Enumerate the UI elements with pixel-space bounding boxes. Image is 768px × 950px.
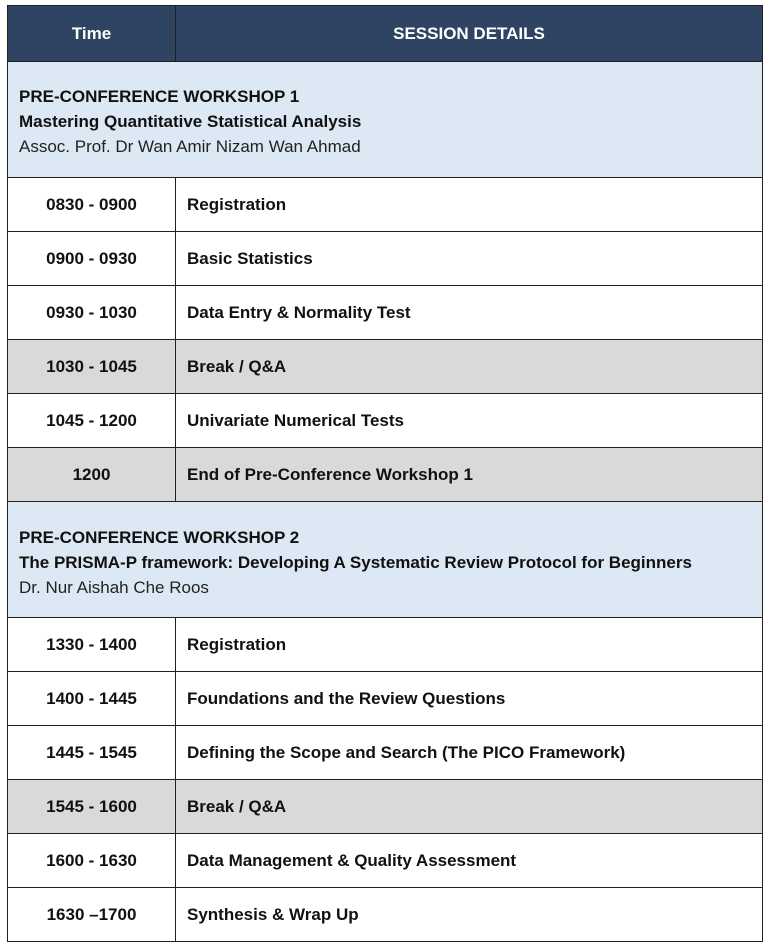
schedule-row [8,672,763,726]
row-time: 1400 - 1445 [8,672,176,726]
row-details: Registration [176,618,763,672]
workshop-1-header [8,62,763,178]
schedule-row [8,834,763,888]
workshop-2-subtitle: The PRISMA-P framework: Developing A Systematic Review Protocol for Beginners [19,552,692,572]
row-details: Data Entry & Normality Test [176,286,763,340]
workshop-1-presenter: Assoc. Prof. Dr Wan Amir Nizam Wan Ahmad [19,136,361,156]
end-row [8,448,763,502]
row-time: 0900 - 0930 [8,232,176,286]
schedule-row [8,618,763,672]
header-session-details: SESSION DETAILS [176,6,763,62]
row-time: 1330 - 1400 [8,618,176,672]
row-details: Foundations and the Review Questions [176,672,763,726]
schedule-row [8,286,763,340]
row-time: 0830 - 0900 [8,178,176,232]
row-time: 1045 - 1200 [8,394,176,448]
row-details: Registration [176,178,763,232]
workshop-2-header [8,502,763,618]
row-time: 1030 - 1045 [8,340,176,394]
row-time: 0930 - 1030 [8,286,176,340]
schedule-row [8,888,763,942]
workshop-1-subtitle: Mastering Quantitative Statistical Analysis [19,111,362,131]
workshop-1-title: PRE-CONFERENCE WORKSHOP 1 [19,86,300,106]
workshop-2-title: PRE-CONFERENCE WORKSHOP 2 [19,527,300,547]
row-time: 1445 - 1545 [8,726,176,780]
header-row [8,6,763,62]
row-details: End of Pre-Conference Workshop 1 [176,448,763,502]
row-time: 1545 - 1600 [8,780,176,834]
row-details: Break / Q&A [176,780,763,834]
workshop-2-presenter: Dr. Nur Aishah Che Roos [19,577,209,597]
row-details: Synthesis & Wrap Up [176,888,763,942]
row-details: Data Management & Quality Assessment [176,834,763,888]
row-time: 1600 - 1630 [8,834,176,888]
schedule-row [8,178,763,232]
schedule-row [8,394,763,448]
schedule-table [7,5,763,942]
row-details: Defining the Scope and Search (The PICO Framework) [176,726,763,780]
break-row [8,340,763,394]
schedule-row [8,726,763,780]
row-details: Basic Statistics [176,232,763,286]
row-details: Break / Q&A [176,340,763,394]
break-row [8,780,763,834]
header-time: Time [8,6,176,62]
row-time: 1630 –1700 [8,888,176,942]
row-details: Univariate Numerical Tests [176,394,763,448]
schedule-row [8,232,763,286]
row-time: 1200 [8,448,176,502]
